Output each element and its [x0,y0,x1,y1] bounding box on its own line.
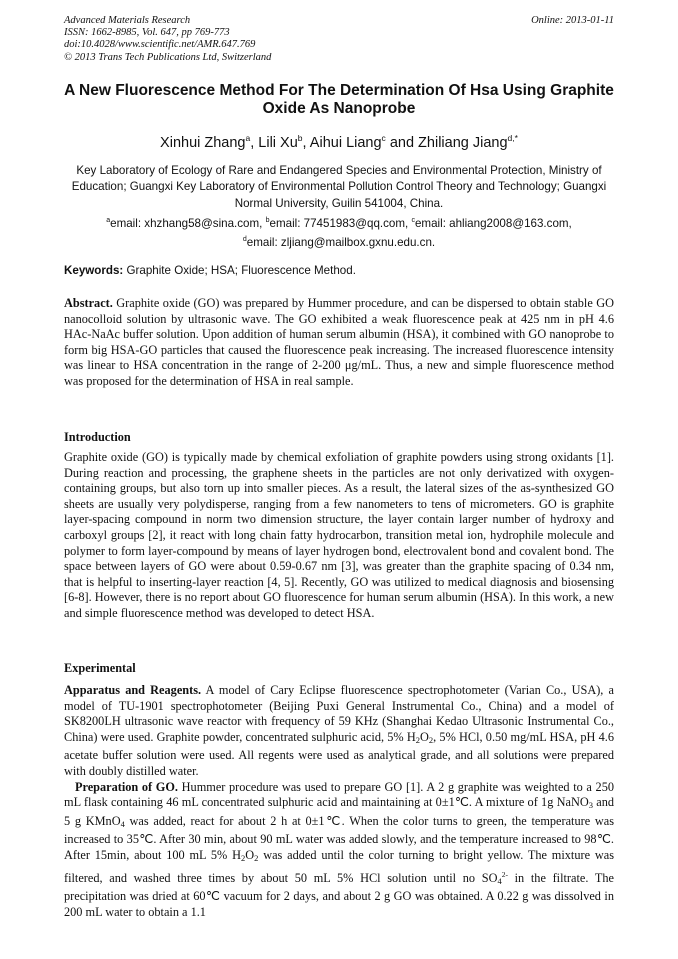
abstract-label: Abstract. [64,296,113,310]
author-mark: d,* [507,133,518,143]
superscript: 2- [501,869,508,879]
preparation-text: in the filtrate. The precipitation was dried at 60℃ vacuum for 2 days, and about 2 g GO was obtained. A 0.22 g was dissolved in 200 mL water to obtain a 1.1 [64,870,614,919]
email-mark: b [265,217,270,224]
author-separator: and [385,134,419,151]
email-block [60,213,618,251]
author-list [64,129,614,152]
author-separator: , [250,134,259,151]
abstract [64,296,614,390]
keywords [64,263,614,279]
preparation-label: Preparation of GO. [74,779,179,794]
doi-line: doi:10.4028/www.scientific.net/AMR.647.769 [64,39,256,51]
author-separator: , [302,134,310,151]
subscript: 4 [120,818,125,829]
paper-title: A New Fluorescence Method For The Determination Of Hsa Using Graphite Oxide As Nanoprobe [64,82,614,117]
author-mark: b [297,133,303,143]
email-mark: a [106,217,111,224]
author-mark: a [245,133,251,143]
introduction-paragraph: Graphite oxide (GO) is typically made by chemical exfoliation of graphite powders using strong oxidants [1]. During reaction and processing, the graphene sheets in the particles are not only derivatized with oxygen-containing groups, but also torn up into smaller pieces. As a result, the lateral sizes of the as-synthesized GO sheets are usually very polydisperse, ranging from a few nanometers to tens of micrometers. GO is graphite layer-spacing compound in norm two dimension structure, the layer contain larger number of hydroxy and carboxyl groups [2], it react with long chain fatty hydrocarbon, transition metal ion, hydrophile molecule and polymer to form layer-compound by means of layer hydrogen bond, electrovalent bond and covalent bond. The space between layers of GO were about 0.59-0.67 nm [3], was greater than the graphite spacing of 0.34 nm, that is helpful to inserting-layer reaction [4, 5]. Recently, GO was utilized to medical diagnosis and biosensing [6-8]. However, there is no report about GO fluorescence for human serum albumin (HSA). In this work, a new and simple fluorescence method was developed to detect HSA. [64,450,614,620]
preparation-text: was added, react for about 2 h at 0±1℃. When the color turns to green, the temperature was increased to 35℃. After 30 min, about 90 mL water was added slowly, and the temperature increased to 98℃. After 15min, about 100 mL 5% H [64,813,614,862]
journal-header [64,15,271,64]
email-a[interactable]: email: xhzhang58@sina.com, [110,216,266,230]
subscript: 2 [254,852,259,863]
apparatus-text: , 5% HCl, 0.50 mg/mL HSA, pH 4.6 acetate buffer solution were used. All regents were used as analytical grade, and all solutions were prepared with doubly distilled water. [64,729,614,778]
author-name: Aihui Liang [309,134,382,151]
subscript: 2 [415,734,420,745]
formula-letter: O [245,847,255,862]
abstract-text: Graphite oxide (GO) was prepared by Hummer procedure, and can be dispersed to obtain stable GO nanocolloid solution by ultrasonic wave. The GO exhibited a weak fluorescence peak at 425 nm in pH 4.6 HAc-NaAc buffer solution. Upon addition of human serum albumin (HSA), it combined with GO nanoprobe to form big HSA-GO particles that caused the fluorescence peak increasing. The increased fluorescence intensity was linear to HSA concentration in the range of 2-200 μg/mL. Thus, a new and simple fluorescence method was proposed for the determination of HSA in real sample. [64,296,614,388]
preparation-text: and 5 g KMnO [64,795,614,828]
journal-name: Advanced Materials Research [64,15,191,26]
keywords-label: Keywords: [64,264,124,277]
email-c[interactable]: email: ahliang2008@163.com, [414,216,572,230]
introduction-body [64,450,614,622]
email-mark: c [411,217,415,224]
email-b[interactable]: email: 77451983@qq.com, [269,216,412,230]
apparatus-label: Apparatus and Reagents. [64,683,202,697]
preparation-text: Hummer procedure was used to prepare GO [1]. A 2 g graphite was weighted to a 250 mL flask containing 46 mL concentrated sulphuric acid and maintaining at 0±1℃. A mixture of 1g NaNO [64,779,614,810]
issn-line: ISSN: 1662-8985, Vol. 647, pp 769-773 [64,27,230,39]
apparatus-paragraph [64,683,614,780]
subscript: 3 [588,800,593,811]
email-d[interactable]: email: zljiang@mailbox.gxnu.edu.cn. [246,235,436,249]
preparation-paragraph [64,780,614,921]
author-name: Lili Xu [258,134,298,151]
experimental-body [64,683,614,920]
affiliation: Key Laboratory of Ecology of Rare and Endangered Species and Environmental Protection, Ministry of Education; Guangxi Key Laboratory of Environmental Pollution Control Theory and Technology; Guangxi Normal University, Guilin 541004, China. [71,164,607,210]
introduction-heading: Introduction [64,430,131,444]
author-name: Zhiliang Jiang [418,134,508,151]
subscript: 2 [241,852,246,863]
author-mark: c [381,133,386,143]
keywords-text: Graphite Oxide; HSA; Fluorescence Method. [123,264,356,277]
subscript: 2 [428,734,434,745]
apparatus-text: A model of Cary Eclipse fluorescence spectrophotometer (Varian Co., USA), a model of TU-1901 spectrophotometer (Beijing Puxi General Instrumental Co., China) and a model of SK8200LH ultrasonic wave reactor with frequency of 59 KHz (Shanghai Kedao Ultrasonic Instrumental Co., China) were used. Graphite powder, concentrated sulphuric acid, 5% H [64,683,614,744]
author-name: Xinhui Zhang [160,134,246,151]
email-mark: d [242,235,247,243]
experimental-heading: Experimental [64,661,136,675]
copyright-line: © 2013 Trans Tech Publications Ltd, Switzerland [64,51,272,63]
formula-letter: O [420,729,429,744]
subscript: 4 [497,875,502,886]
online-date: Online: 2013-01-11 [531,15,614,26]
preparation-text: was added until the color turning to bright yellow. The mixture was filtered, and washed three times by about 50 mL 5% HCl solution until no SO [64,847,614,885]
